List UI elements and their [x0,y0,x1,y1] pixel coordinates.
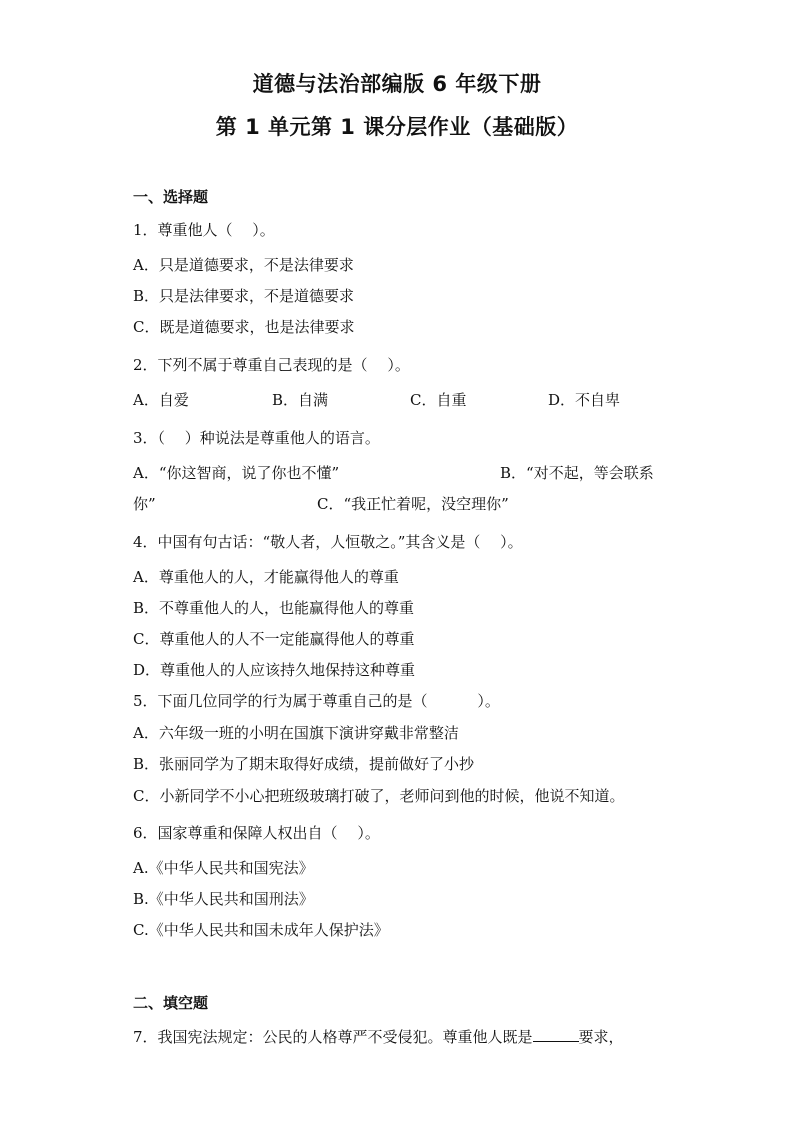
section-heading-fill: 二、填空题 [133,994,209,1012]
question-2-option-b: B．自满 [272,391,329,409]
question-3-option-a: A．“你这智商，说了你也不懂” [133,464,340,482]
question-4-option-b: B．不尊重他人的人，也能赢得他人的尊重 [133,599,415,617]
question-5-stem: 5．下面几位同学的行为属于尊重自己的是（ ）。 [133,692,500,710]
section-heading-choice: 一、选择题 [133,188,209,206]
document-title: 道德与法治部编版 6 年级下册 [252,72,542,96]
question-6-option-b: B.《中华人民共和国刑法》 [133,890,314,908]
question-4-option-c: C．尊重他人的人不一定能赢得他人的尊重 [133,630,415,648]
question-3-option-b-continued: 你” [133,495,156,513]
question-1-option-b: B．只是法律要求，不是道德要求 [133,287,355,305]
question-5-option-a: A．六年级一班的小明在国旗下演讲穿戴非常整洁 [133,724,459,742]
question-1-option-a: A．只是道德要求，不是法律要求 [133,256,354,274]
question-7-text-end: 要求， [578,1028,624,1046]
question-2-option-c: C．自重 [410,391,467,409]
question-6-stem: 6．国家尊重和保障人权出自（ ）。 [133,824,380,842]
question-6-option-a: A.《中华人民共和国宪法》 [133,859,314,877]
question-4-stem: 4．中国有句古话：“敬人者，人恒敬之。”其含义是（ ）。 [133,533,523,551]
question-3-stem: 3．（ ）种说法是尊重他人的语言。 [133,429,380,447]
question-4-option-d: D．尊重他人的人应该持久地保持这种尊重 [133,661,416,679]
question-1-option-c: C．既是道德要求，也是法律要求 [133,318,355,336]
question-7-text: 7．我国宪法规定：公民的人格尊严不受侵犯。尊重他人既是 [133,1028,533,1046]
question-3-option-b: B．“对不起，等会联系 [500,464,654,482]
answer-blank[interactable] [533,1027,579,1042]
question-4-option-a: A．尊重他人的人，才能赢得他人的尊重 [133,568,399,586]
question-6-option-c: C.《中华人民共和国未成年人保护法》 [133,921,389,939]
question-3-option-c: C．“我正忙着呢，没空理你” [317,495,509,513]
question-2-option-a: A．自爱 [133,391,189,409]
question-5-option-b: B．张丽同学为了期末取得好成绩，提前做好了小抄 [133,755,475,773]
question-1-stem: 1．尊重他人（ ）。 [133,221,275,239]
question-2-option-d: D．不自卑 [548,391,621,409]
question-5-option-c: C．小新同学不小心把班级玻璃打破了，老师问到他的时候，他说不知道。 [133,787,625,805]
question-7-line [133,1026,624,1047]
document-subtitle: 第 1 单元第 1 课分层作业（基础版） [215,115,579,139]
question-2-stem: 2．下列不属于尊重自己表现的是（ ）。 [133,356,410,374]
